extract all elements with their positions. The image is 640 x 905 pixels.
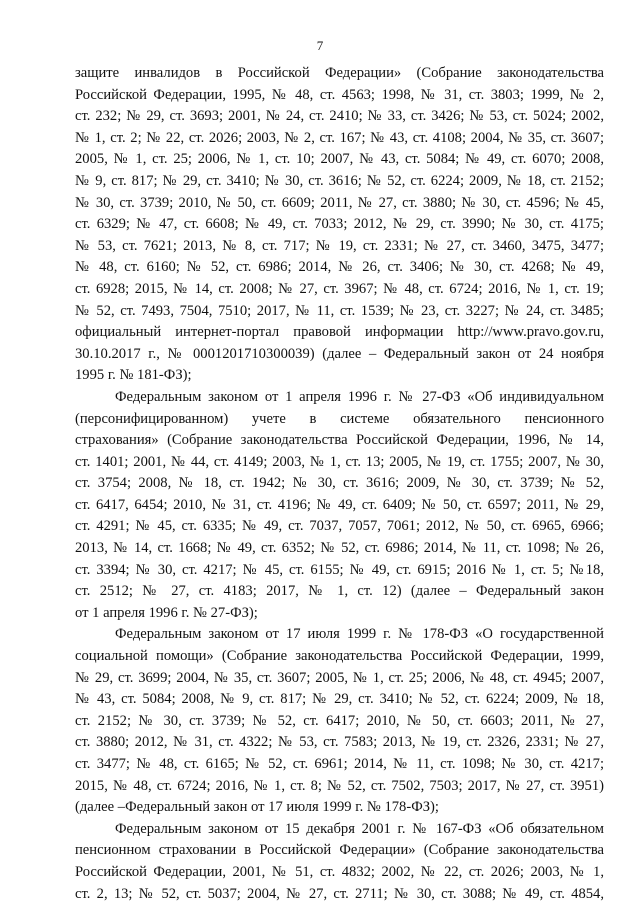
- paragraph-1: [75, 63, 604, 387]
- text-line: ст. 6928; 2015, № 14, ст. 2008; № 27, ст. 3967; № 48, ст. 6724; 2016, № 1, ст. 19;: [75, 280, 604, 297]
- text-line: № 48, ст. 6160; № 52, ст. 6986; 2014, № 26, ст. 3406; № 30, ст. 4268; № 49,: [75, 259, 604, 276]
- text-line: 2005, № 1, ст. 25; 2006, № 1, ст. 10; 2007, № 43, ст. 5084; № 49, ст. 6070; 2008,: [75, 151, 604, 168]
- text-line: 2013, № 14, ст. 1668; № 49, ст. 6352; № 52, ст. 6986; 2014, № 11, ст. 1098; № 26,: [75, 540, 604, 557]
- text-line: 30.10.2017 г., № 0001201710300039) (далее – Федеральный закон от 24 ноября: [75, 345, 604, 362]
- text-line: ст. 6329; № 47, ст. 6608; № 49, ст. 7033; 2012, № 29, ст. 3990; № 30, ст. 4175;: [75, 216, 604, 233]
- text-line: 1995 г. № 181-ФЗ);: [75, 367, 192, 384]
- paragraph-3: [75, 624, 604, 818]
- text-line: (далее –Федеральный закон от 17 июля 1999 г. № 178-ФЗ);: [75, 799, 439, 816]
- text-line: ст. 3880; 2012, № 31, ст. 4322; № 53, ст. 7583; 2013, № 19, ст. 2326, 2331; № 27,: [75, 734, 604, 751]
- text-line: № 52, ст. 7493, 7504, 7510; 2017, № 11, ст. 1539; № 23, ст. 3227; № 24, ст. 3485;: [75, 302, 604, 319]
- text-line: № 1, ст. 2; № 22, ст. 2026; 2003, № 2, ст. 167; № 43, ст. 4108; 2004, № 35, ст. 3607;: [75, 129, 604, 146]
- text-line: ст. 4291; № 45, ст. 6335; № 49, ст. 7037, 7057, 7061; 2012, № 50, ст. 6965, 6966;: [75, 518, 604, 535]
- text-line: от 1 апреля 1996 г. № 27-ФЗ);: [75, 604, 258, 621]
- text-line: ст. 2, 13; № 52, ст. 5037; 2004, № 27, ст. 2711; № 30, ст. 3088; № 49, ст. 4854,: [75, 885, 604, 902]
- text-line: страхования» (Собрание законодательства Российской Федерации, 1996, № 14,: [75, 432, 604, 449]
- text-line: (персонифицированном) учете в системе обязательного пенсионного: [75, 410, 604, 427]
- text-line: № 30, ст. 3739; 2010, № 50, ст. 6609; 2011, № 27, ст. 3880; № 30, ст. 4596; № 45,: [75, 194, 604, 211]
- text-line: 2015, № 48, ст. 6724; 2016, № 1, ст. 8; № 52, ст. 7502, 7503; 2017, № 27, ст. 3951): [75, 777, 604, 794]
- text-line: Российской Федерации, 2001, № 51, ст. 4832; 2002, № 22, ст. 2026; 2003, № 1,: [75, 863, 604, 880]
- text-line: социальной помощи» (Собрание законодательства Российской Федерации, 1999,: [75, 648, 604, 665]
- paragraph-4: [75, 819, 604, 905]
- text-line: ст. 3394; № 30, ст. 4217; № 45, ст. 6155; № 49, ст. 6915; 2016 № 1, ст. 5; №18,: [75, 561, 604, 578]
- text-line: № 9, ст. 817; № 29, ст. 3410; № 30, ст. 3616; № 52, ст. 6224; 2009, № 18, ст. 2152;: [75, 172, 604, 189]
- text-line: № 53, ст. 7621; 2013, № 8, ст. 717; № 19, ст. 2331; № 27, ст. 3460, 3475, 3477;: [75, 237, 604, 254]
- document-body: [75, 63, 604, 905]
- text-line: Федеральным законом от 17 июля 1999 г. № 178-ФЗ «О государственной: [115, 626, 604, 643]
- page-number: 7: [316, 38, 324, 53]
- text-line: Федеральным законом от 15 декабря 2001 г. № 167-ФЗ «Об обязательном: [115, 820, 604, 837]
- text-line: пенсионном страховании в Российской Федерации» (Собрание законодательства: [75, 842, 604, 859]
- text-line: Федеральным законом от 1 апреля 1996 г. № 27-ФЗ «Об индивидуальном: [115, 388, 604, 405]
- text-line: ст. 2152; № 30, ст. 3739; № 52, ст. 6417; 2010, № 50, ст. 6603; 2011, № 27,: [75, 712, 604, 729]
- text-line: ст. 3754; 2008, № 18, ст. 1942; № 30, ст. 3616; 2009, № 30, ст. 3739; № 52,: [75, 475, 604, 492]
- text-line: ст. 1401; 2001, № 44, ст. 4149; 2003, № 1, ст. 13; 2005, № 19, ст. 1755; 2007, № 30,: [75, 453, 604, 470]
- text-line: Российской Федерации, 1995, № 48, ст. 4563; 1998, № 31, ст. 3803; 1999, № 2,: [75, 86, 604, 103]
- text-line: официальный интернет-портал правовой информации http://www.pravo.gov.ru,: [75, 324, 604, 341]
- text-line: № 43, ст. 5084; 2008, № 9, ст. 817; № 29, ст. 3410; № 52, ст. 6224; 2009, № 18,: [75, 691, 604, 708]
- text-line: ст. 6417, 6454; 2010, № 31, ст. 4196; № 49, ст. 6409; № 50, ст. 6597; 2011, № 29,: [75, 496, 604, 513]
- text-line: ст. 232; № 29, ст. 3693; 2001, № 24, ст. 2410; № 33, ст. 3426; № 53, ст. 5024; 2002,: [75, 108, 604, 125]
- paragraph-2: [75, 387, 604, 625]
- text-line: ст. 2512; № 27, ст. 4183; 2017, № 1, ст. 12) (далее – Федеральный закон: [75, 583, 604, 600]
- text-line: защите инвалидов в Российской Федерации» (Собрание законодательства: [75, 65, 604, 81]
- text-line: ст. 3477; № 48, ст. 6165; № 52, ст. 6961; 2014, № 11, ст. 1098; № 30, ст. 4217;: [75, 756, 604, 772]
- text-line: № 29, ст. 3699; 2004, № 35, ст. 3607; 2005, № 1, ст. 25; 2006, № 48, ст. 4945; 2007,: [75, 669, 604, 686]
